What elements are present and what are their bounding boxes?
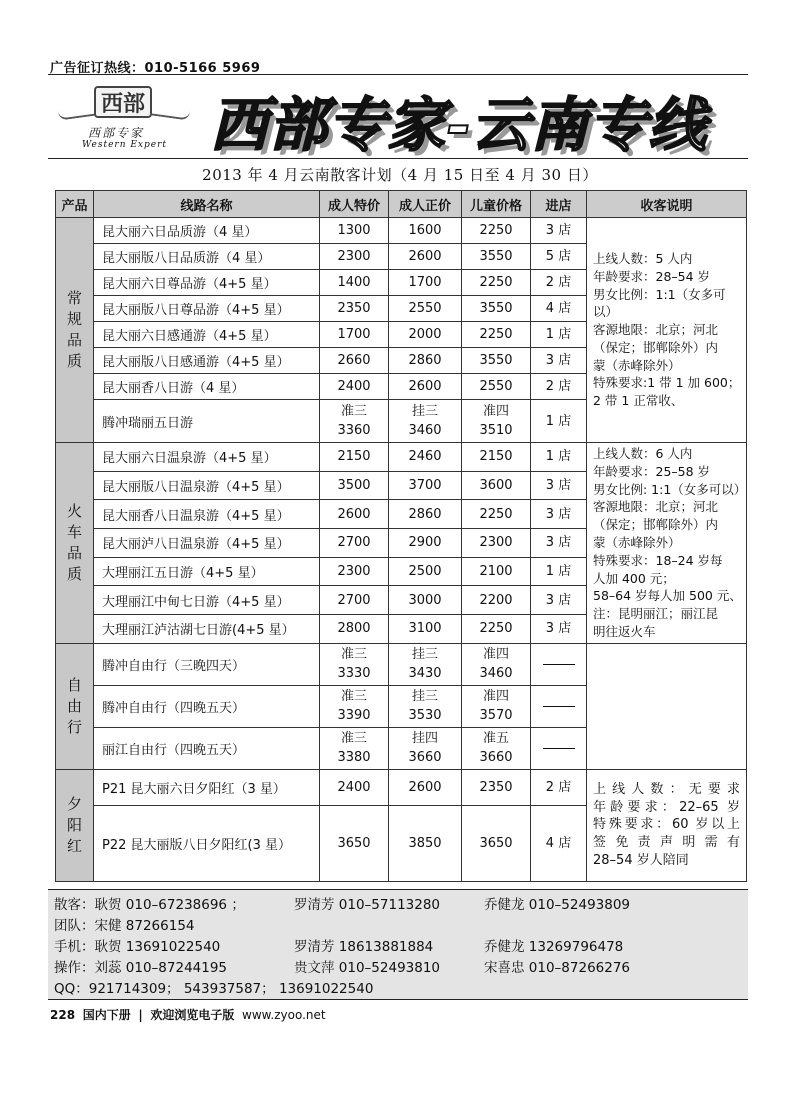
price-adult-special: 准三 3380 — [320, 727, 389, 769]
price-adult-special: 1400 — [320, 270, 389, 296]
price-child: 3550 — [462, 348, 531, 374]
title-banner — [210, 80, 720, 160]
route-name: 昆大丽香八日游（4 星） — [94, 374, 320, 400]
contact-text: 贵文萍 010–52493810 — [294, 960, 441, 976]
price-adult-special: 2300 — [320, 557, 389, 586]
price-adult-special: 2700 — [320, 586, 389, 615]
price-adult-special: 2150 — [320, 443, 389, 472]
price-child: 2350 — [462, 769, 531, 805]
route-name: P22 昆大丽版八日夕阳红(3 星） — [94, 805, 320, 881]
no-shop-dash — [543, 748, 575, 749]
shop-count: 1 店 — [531, 322, 587, 348]
note-line: 客源地限：北京；河北 — [593, 499, 719, 515]
product-category: 自 由 行 — [56, 643, 94, 769]
logo-chinese-name: 西部专家 — [88, 126, 145, 140]
price-adult-regular: 2860 — [389, 500, 462, 529]
booking-notes — [587, 218, 747, 443]
logo-wing-right — [150, 105, 190, 121]
price-adult-regular: 1600 — [389, 218, 462, 244]
note-line: 特殊要求：60 岁以上 — [593, 817, 740, 833]
price-adult-regular: 2860 — [389, 348, 462, 374]
logo-english-name: Western Expert — [82, 140, 168, 150]
shop-count: 3 店 — [531, 348, 587, 374]
note-line: （保定；邯郸除外）内 — [593, 517, 719, 533]
note-line: 特殊要求：18–24 岁每 — [593, 552, 723, 568]
shop-count: 3 店 — [531, 586, 587, 615]
no-shop-dash — [543, 706, 575, 707]
shop-count: 3 店 — [531, 218, 587, 244]
price-child: 2100 — [462, 557, 531, 586]
column-header: 收客说明 — [587, 191, 747, 218]
tour-price-table — [55, 190, 747, 882]
price-child: 2300 — [462, 529, 531, 558]
contact-text: 乔健龙 13269796478 — [484, 939, 624, 955]
contact-text: 乔健龙 010–52493809 — [484, 897, 631, 913]
route-name: 丽江自由行（四晚五天） — [94, 727, 320, 769]
shop-count — [531, 727, 587, 769]
route-name: 昆大丽版八日温泉游（4+5 星） — [94, 471, 320, 500]
logo-wing-left — [58, 105, 98, 121]
price-child: 3650 — [462, 805, 531, 881]
shop-count: 2 店 — [531, 374, 587, 400]
price-adult-regular: 2600 — [389, 244, 462, 270]
route-name: 大理丽江中甸七日游（4+5 星） — [94, 586, 320, 615]
price-adult-special: 准三 3330 — [320, 643, 389, 685]
footer-slogan: 欢迎浏览电子版 — [150, 1008, 235, 1022]
table-header-row — [56, 191, 747, 218]
website-link[interactable]: www.zyoo.net — [242, 1008, 326, 1022]
route-name: 昆大丽六日温泉游（4+5 星） — [94, 443, 320, 472]
table-row — [56, 218, 747, 244]
price-adult-regular: 2500 — [389, 557, 462, 586]
note-line: 签免责声明需有 — [593, 835, 740, 851]
contact-box — [48, 889, 748, 1000]
note-line: 客源地限：北京；河北 — [593, 322, 719, 338]
price-adult-regular: 3000 — [389, 586, 462, 615]
note-line: 年龄要求：25–58 岁 — [593, 463, 711, 479]
shop-count: 3 店 — [531, 529, 587, 558]
note-line: 蒙（赤峰除外） — [593, 534, 681, 550]
shop-count: 4 店 — [531, 296, 587, 322]
price-adult-regular: 2000 — [389, 322, 462, 348]
price-adult-regular: 挂三 3430 — [389, 643, 462, 685]
price-adult-special: 2700 — [320, 529, 389, 558]
contact-text: 散客：耿贺 010–67238696 ； — [54, 897, 245, 913]
shop-count: 5 店 — [531, 244, 587, 270]
title-divider — [48, 158, 748, 159]
price-adult-regular: 2600 — [389, 374, 462, 400]
shop-count — [531, 685, 587, 727]
price-child: 准五 3660 — [462, 727, 531, 769]
price-child: 3600 — [462, 471, 531, 500]
route-name: 昆大丽六日品质游（4 星） — [94, 218, 320, 244]
price-adult-regular: 2600 — [389, 769, 462, 805]
contact-text: 操作：刘蕊 010–87244195 — [54, 960, 228, 976]
shop-count: 3 店 — [531, 471, 587, 500]
price-adult-special: 2660 — [320, 348, 389, 374]
shop-count: 2 店 — [531, 769, 587, 805]
booking-notes — [587, 769, 747, 881]
shop-count: 2 店 — [531, 270, 587, 296]
plan-subtitle: 2013 年 4 月云南散客计划（4 月 15 日至 4 月 30 日） — [202, 166, 598, 184]
footer-separator: | — [138, 1008, 143, 1022]
column-header: 进店 — [531, 191, 587, 218]
price-adult-regular: 1700 — [389, 270, 462, 296]
price-adult-regular: 3850 — [389, 805, 462, 881]
note-line: 上线人数：无要求 — [593, 781, 740, 797]
price-child: 2200 — [462, 586, 531, 615]
price-adult-special: 1300 — [320, 218, 389, 244]
price-child: 2250 — [462, 270, 531, 296]
product-category: 夕 阳 红 — [56, 769, 94, 881]
logo-seal-icon: 西部 — [94, 86, 152, 118]
column-header: 儿童价格 — [462, 191, 531, 218]
price-child: 准四 3570 — [462, 685, 531, 727]
price-adult-special: 2350 — [320, 296, 389, 322]
contact-text: 罗清芳 18613881884 — [294, 939, 434, 955]
column-header: 成人正价 — [389, 191, 462, 218]
contact-text: 手机：耿贺 13691022540 — [54, 939, 221, 955]
route-name: 昆大丽版八日品质游（4 星） — [94, 244, 320, 270]
product-category: 火 车 品 质 — [56, 443, 94, 644]
price-child: 2250 — [462, 500, 531, 529]
note-line: 特殊要求:1 带 1 加 600； — [593, 375, 741, 391]
note-line: （保定；邯郸除外）内 — [593, 339, 719, 355]
shop-count — [531, 643, 587, 685]
column-header: 线路名称 — [94, 191, 320, 218]
price-child: 3550 — [462, 244, 531, 270]
shop-count: 1 店 — [531, 443, 587, 472]
route-name: 昆大丽六日尊品游（4+5 星） — [94, 270, 320, 296]
column-header: 产品 — [56, 191, 94, 218]
page-footer — [50, 1006, 326, 1023]
route-name: 腾冲瑞丽五日游 — [94, 400, 320, 443]
note-line: 男女比例: 1:1（女多可以） — [593, 481, 747, 497]
table-row — [56, 769, 747, 805]
note-line: 蒙（赤峰除外） — [593, 357, 681, 373]
route-name: 昆大丽香八日温泉游（4+5 星） — [94, 500, 320, 529]
price-adult-special: 准三 3360 — [320, 400, 389, 443]
shop-count: 4 店 — [531, 805, 587, 881]
price-child: 2150 — [462, 443, 531, 472]
route-name: P21 昆大丽六日夕阳红（3 星） — [94, 769, 320, 805]
contact-text: 宋喜忠 010–87266276 — [484, 960, 631, 976]
price-adult-special: 3650 — [320, 805, 389, 881]
price-adult-regular: 2550 — [389, 296, 462, 322]
route-name: 昆大丽版八日感通游（4+5 星） — [94, 348, 320, 374]
price-adult-regular: 3100 — [389, 615, 462, 644]
price-child: 2250 — [462, 322, 531, 348]
price-adult-regular: 3700 — [389, 471, 462, 500]
contact-text: 团队：宋健 87266154 — [54, 918, 195, 934]
price-adult-regular: 挂三 3460 — [389, 400, 462, 443]
booking-notes — [587, 643, 747, 769]
price-child: 2250 — [462, 218, 531, 244]
price-child: 2250 — [462, 615, 531, 644]
price-adult-special: 2400 — [320, 374, 389, 400]
note-line: 2 带 1 正常收、 — [593, 393, 684, 409]
price-adult-special: 2800 — [320, 615, 389, 644]
route-name: 腾冲自由行（三晚四天） — [94, 643, 320, 685]
page-title: 西部专家-云南专线 — [210, 91, 708, 159]
section-name: 国内下册 — [82, 1008, 131, 1022]
route-name: 昆大丽泸八日温泉游（4+5 星） — [94, 529, 320, 558]
note-line: 注：昆明丽江；丽江昆 — [593, 606, 719, 622]
booking-notes — [587, 443, 747, 644]
shop-count: 3 店 — [531, 615, 587, 644]
top-divider — [48, 74, 748, 75]
price-adult-regular: 挂三 3530 — [389, 685, 462, 727]
ad-hotline: 广告征订热线：010-5166 5969 — [50, 61, 261, 76]
shop-count: 1 店 — [531, 557, 587, 586]
price-child: 准四 3510 — [462, 400, 531, 443]
price-adult-special: 2600 — [320, 500, 389, 529]
price-adult-special: 3500 — [320, 471, 389, 500]
price-adult-special: 2300 — [320, 244, 389, 270]
note-line: 上线人数：6 人内 — [593, 446, 693, 461]
note-line: 上线人数：5 人内 — [593, 250, 693, 266]
price-adult-special: 2400 — [320, 769, 389, 805]
no-shop-dash — [543, 664, 575, 665]
note-line: 28–54 岁人陪同 — [593, 852, 689, 868]
note-line: 以） — [593, 304, 619, 320]
page-number: 228 — [50, 1008, 76, 1022]
route-name: 腾冲自由行（四晚五天） — [94, 685, 320, 727]
route-name: 昆大丽六日感通游（4+5 星） — [94, 322, 320, 348]
contact-text: 罗清芳 010–57113280 — [294, 897, 441, 913]
shop-count: 3 店 — [531, 500, 587, 529]
table-row — [56, 643, 747, 685]
contact-text: QQ：921714309； 543937587； 13691022540 — [54, 981, 374, 997]
western-expert-logo — [58, 86, 198, 158]
route-name: 大理丽江泸沽湖七日游(4+5 星） — [94, 615, 320, 644]
price-child: 2550 — [462, 374, 531, 400]
route-name: 昆大丽版八日尊品游（4+5 星） — [94, 296, 320, 322]
price-adult-special: 准三 3390 — [320, 685, 389, 727]
price-adult-regular: 2460 — [389, 443, 462, 472]
shop-count: 1 店 — [531, 400, 587, 443]
price-adult-regular: 2900 — [389, 529, 462, 558]
note-line: 男女比例：1:1（女多可 — [593, 286, 726, 302]
column-header: 成人特价 — [320, 191, 389, 218]
price-child: 3550 — [462, 296, 531, 322]
note-line: 年龄要求：28–54 岁 — [593, 268, 711, 284]
price-child: 准四 3460 — [462, 643, 531, 685]
product-category: 常 规 品 质 — [56, 218, 94, 443]
price-adult-regular: 挂四 3660 — [389, 727, 462, 769]
note-line: 年龄要求：22–65 岁 — [593, 799, 740, 815]
note-line: 58–64 岁每人加 500 元、 — [593, 588, 742, 604]
note-line: 明往返火车 — [593, 623, 656, 639]
price-adult-special: 1700 — [320, 322, 389, 348]
table-row — [56, 443, 747, 472]
note-line: 人加 400 元； — [593, 570, 675, 586]
route-name: 大理丽江五日游（4+5 星） — [94, 557, 320, 586]
